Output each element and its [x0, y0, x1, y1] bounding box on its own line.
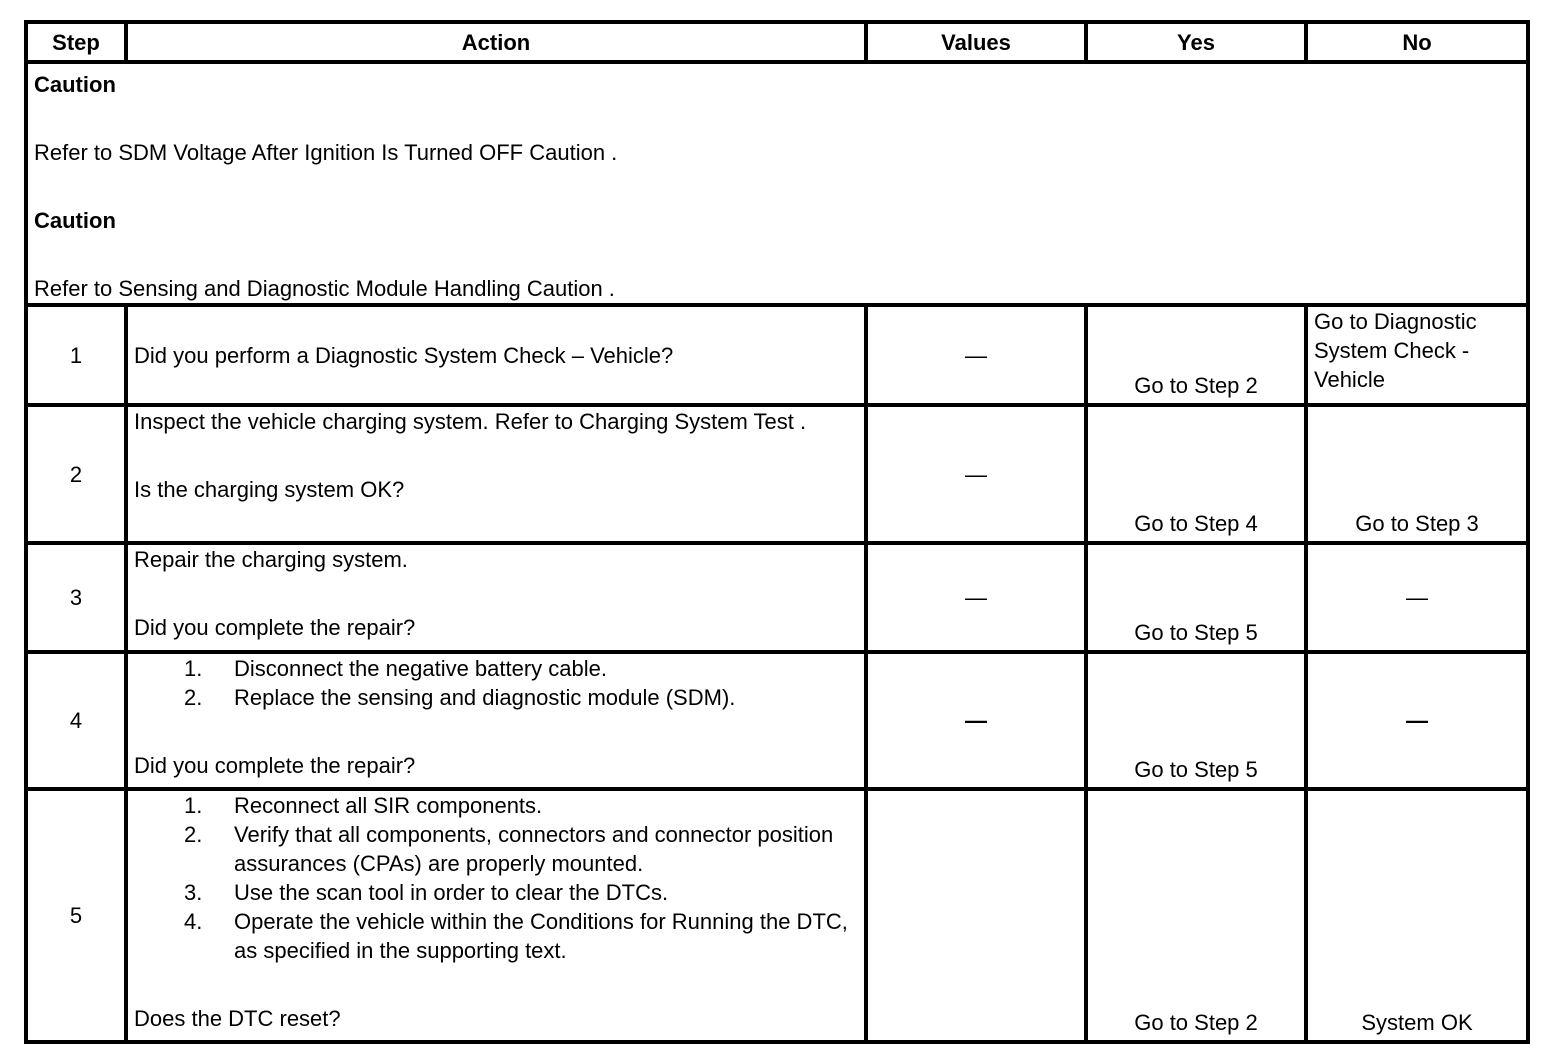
- list-text: Replace the sensing and diagnostic module (SDM).: [234, 685, 736, 710]
- action-intro: Inspect the vehicle charging system. Refer to Charging System Test .: [134, 409, 807, 434]
- list-text: Reconnect all SIR components.: [234, 793, 543, 818]
- list-item: [184, 878, 858, 907]
- caution-text: Refer to Sensing and Diagnostic Module Handling Caution .: [34, 276, 615, 301]
- action-question: Does the DTC reset?: [134, 1006, 341, 1031]
- list-text: Use the scan tool in order to clear the DTCs.: [234, 880, 669, 905]
- yes-cell: Go to Step 2: [1086, 305, 1306, 405]
- caution-heading: Caution: [34, 208, 116, 233]
- header-row: [26, 22, 1528, 62]
- list-number: 4.: [184, 909, 203, 934]
- action-cell: [126, 652, 866, 789]
- caution-cell: [26, 62, 1528, 305]
- step-number: 3: [26, 543, 126, 652]
- list-number: 3.: [184, 880, 203, 905]
- header-action: Action: [126, 22, 866, 62]
- no-cell: —: [1306, 652, 1528, 789]
- action-list: [134, 654, 858, 712]
- values-cell: —: [866, 405, 1086, 543]
- values-cell: —: [866, 652, 1086, 789]
- step-number: 2: [26, 405, 126, 543]
- caution-heading: Caution: [34, 72, 116, 97]
- list-item: [184, 654, 858, 683]
- action-question: Is the charging system OK?: [134, 477, 405, 502]
- action-cell: [126, 789, 866, 1042]
- list-item: [184, 791, 858, 820]
- list-item: [184, 907, 858, 965]
- header-yes: Yes: [1086, 22, 1306, 62]
- values-cell: —: [866, 305, 1086, 405]
- list-number: 2.: [184, 685, 203, 710]
- values-cell: [866, 789, 1086, 1042]
- list-text: Disconnect the negative battery cable.: [234, 656, 608, 681]
- step-number: 4: [26, 652, 126, 789]
- table-row: [26, 305, 1528, 405]
- header-step: Step: [26, 22, 126, 62]
- step-number: 1: [26, 305, 126, 405]
- caution-text: Refer to SDM Voltage After Ignition Is Turned OFF Caution .: [34, 140, 618, 165]
- yes-cell: Go to Step 5: [1086, 543, 1306, 652]
- list-item: [184, 820, 858, 878]
- list-number: 2.: [184, 822, 203, 847]
- action-cell: Did you perform a Diagnostic System Check – Vehicle?: [126, 305, 866, 405]
- list-text: Verify that all components, connectors and connector position assurances (CPAs) are properly mounted.: [234, 822, 834, 876]
- table-row: [26, 789, 1528, 1042]
- caution-row: [26, 62, 1528, 305]
- list-number: 1.: [184, 656, 203, 681]
- header-values: Values: [866, 22, 1086, 62]
- action-list: [134, 791, 858, 965]
- yes-cell: Go to Step 2: [1086, 789, 1306, 1042]
- values-cell: —: [866, 543, 1086, 652]
- header-no: No: [1306, 22, 1528, 62]
- no-cell: Go to Step 3: [1306, 405, 1528, 543]
- table-row: [26, 543, 1528, 652]
- action-cell: [126, 543, 866, 652]
- list-number: 1.: [184, 793, 203, 818]
- action-question: Did you complete the repair?: [134, 753, 416, 778]
- yes-cell: Go to Step 5: [1086, 652, 1306, 789]
- action-cell: [126, 405, 866, 543]
- table-row: [26, 405, 1528, 543]
- step-number: 5: [26, 789, 126, 1042]
- list-text: Operate the vehicle within the Conditions for Running the DTC, as specified in the supporting text.: [234, 909, 848, 963]
- yes-cell: Go to Step 4: [1086, 405, 1306, 543]
- table-row: [26, 652, 1528, 789]
- no-cell: Go to Diagnostic System Check - Vehicle: [1306, 305, 1528, 405]
- list-item: [184, 683, 858, 712]
- no-cell: System OK: [1306, 789, 1528, 1042]
- diagnostic-table: [24, 20, 1530, 1044]
- action-question: Did you complete the repair?: [134, 615, 416, 640]
- no-cell: —: [1306, 543, 1528, 652]
- action-intro: Repair the charging system.: [134, 547, 408, 572]
